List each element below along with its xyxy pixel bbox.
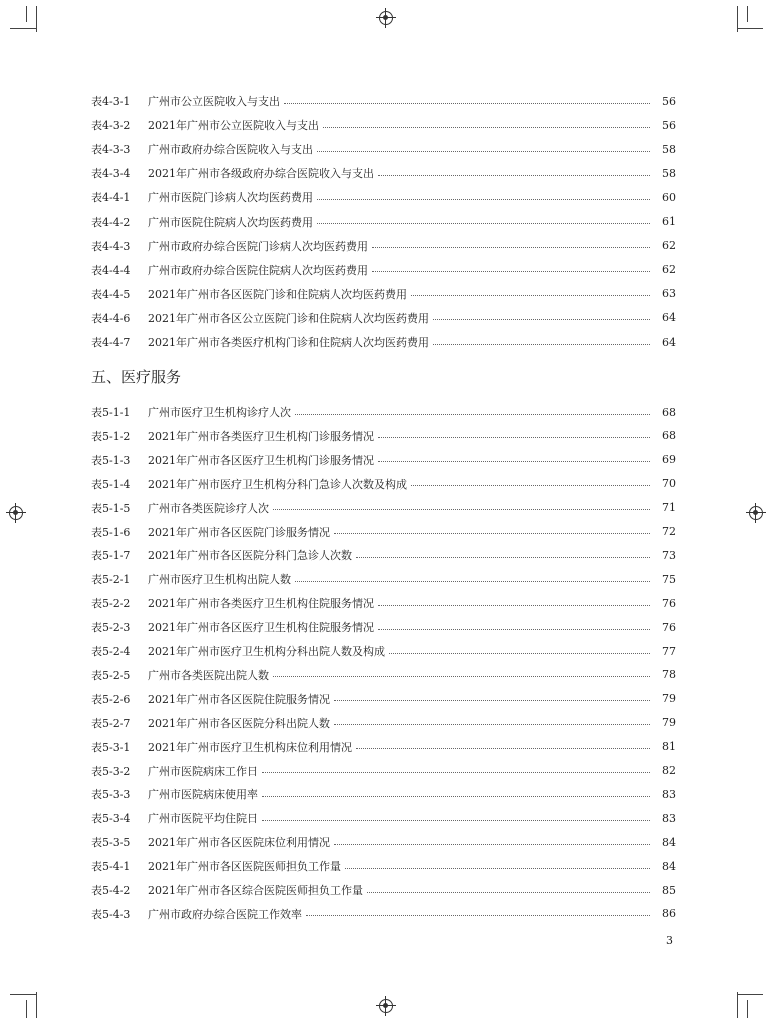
toc-entry-code: 表4-4-5 xyxy=(91,287,131,301)
toc-entry-page: 72 xyxy=(662,525,676,538)
toc-leader-dots xyxy=(378,437,650,438)
toc-entry-code: 表4-4-3 xyxy=(91,239,131,253)
crop-mark-top-right-h xyxy=(737,28,763,29)
registration-mark-top xyxy=(379,11,393,25)
toc-entry-code: 表5-4-1 xyxy=(91,860,131,874)
toc-entry-code: 表4-3-1 xyxy=(91,95,131,108)
toc-leader-dots xyxy=(433,344,650,345)
toc-leader-dots xyxy=(411,485,650,486)
toc-entry[interactable] xyxy=(91,92,676,110)
toc-entry-page: 70 xyxy=(662,477,676,491)
toc-entry[interactable] xyxy=(91,261,676,279)
toc-entry[interactable] xyxy=(91,642,676,660)
crop-mark-bottom-left-v2 xyxy=(26,1000,27,1018)
toc-entry-title: 2021年广州市医疗卫生机构分科出院人数及构成 xyxy=(148,645,385,658)
toc-entry-title: 广州市公立医院收入与支出 xyxy=(148,95,280,108)
toc-entry-title: 2021年广州市医疗卫生机构分科门急诊人次数及构成 xyxy=(148,477,407,491)
toc-entry-page: 76 xyxy=(662,596,676,610)
toc-entry-page: 61 xyxy=(662,215,676,228)
toc-entry-code: 表4-4-7 xyxy=(91,336,131,349)
toc-entry[interactable] xyxy=(91,427,676,445)
toc-entry-title: 2021年广州市各区医院门诊服务情况 xyxy=(148,525,330,539)
toc-entry-page: 58 xyxy=(662,142,676,156)
toc-entry-page: 86 xyxy=(662,907,676,921)
toc-entry-page: 82 xyxy=(662,764,676,777)
toc-entry-code: 表4-4-6 xyxy=(91,311,131,325)
toc-entry-title: 2021年广州市公立医院收入与支出 xyxy=(148,119,319,133)
toc-entry-title: 广州市医疗卫生机构诊疗人次 xyxy=(148,406,291,419)
toc-entry-title: 2021年广州市各区医院分科出院人数 xyxy=(148,716,330,730)
toc-entry-code: 表4-4-4 xyxy=(91,263,131,277)
toc-entry[interactable] xyxy=(91,714,676,732)
toc-entry[interactable] xyxy=(91,690,676,708)
toc-leader-dots xyxy=(372,247,650,248)
toc-entry-code: 表5-2-1 xyxy=(91,573,131,587)
toc-leader-dots xyxy=(433,319,650,320)
crop-mark-bottom-left-h xyxy=(10,994,36,995)
toc-leader-dots xyxy=(273,509,650,510)
toc-entry[interactable] xyxy=(91,140,676,158)
toc-entry-title: 广州市医疗卫生机构出院人数 xyxy=(148,573,291,587)
toc-entry-code: 表5-1-2 xyxy=(91,429,131,443)
toc-entry[interactable] xyxy=(91,857,676,875)
toc-leader-dots xyxy=(389,653,650,654)
toc-entry-title: 广州市医院住院病人次均医药费用 xyxy=(148,215,313,229)
toc-entry-code: 表5-1-4 xyxy=(91,477,131,491)
registration-mark-left xyxy=(9,506,23,520)
toc-leader-dots xyxy=(378,629,650,630)
toc-leader-dots xyxy=(306,915,650,916)
toc-entry-page: 62 xyxy=(662,239,676,253)
toc-entry-page: 78 xyxy=(662,668,676,682)
toc-leader-dots xyxy=(262,820,650,821)
toc-entry[interactable] xyxy=(91,451,676,469)
toc-entry-page: 69 xyxy=(662,453,676,467)
toc-entry-code: 表5-3-4 xyxy=(91,812,131,826)
toc-leader-dots xyxy=(334,533,650,534)
crop-mark-top-left-h xyxy=(10,28,36,29)
toc-entry[interactable] xyxy=(91,309,676,327)
crop-mark-bottom-right-h xyxy=(737,994,763,995)
toc-leader-dots xyxy=(345,868,650,869)
toc-entry-code: 表5-4-3 xyxy=(91,907,131,921)
toc-entry[interactable] xyxy=(91,546,676,564)
toc-leader-dots xyxy=(334,844,650,845)
toc-entry[interactable] xyxy=(91,762,676,780)
section-heading: 五、医疗服务 xyxy=(91,368,182,386)
toc-entry-code: 表4-3-4 xyxy=(91,167,131,181)
toc-entry-code: 表5-4-2 xyxy=(91,884,131,897)
toc-entry-code: 表5-2-7 xyxy=(91,716,131,730)
crop-mark-top-left-v2 xyxy=(26,6,27,22)
toc-entry-title: 广州市医院平均住院日 xyxy=(148,812,258,826)
toc-entry[interactable] xyxy=(91,188,676,206)
toc-entry[interactable] xyxy=(91,570,676,588)
toc-entry[interactable] xyxy=(91,738,676,756)
crop-mark-top-left-v xyxy=(36,6,37,32)
toc-entry[interactable] xyxy=(91,116,676,134)
registration-mark-right xyxy=(749,506,763,520)
toc-entry-page: 64 xyxy=(662,335,676,349)
toc-entry-title: 2021年广州市各级政府办综合医院收入与支出 xyxy=(148,167,374,181)
toc-entry-title: 2021年广州市各区综合医院医师担负工作量 xyxy=(148,884,363,897)
toc-entry-page: 73 xyxy=(662,548,676,562)
toc-entry-title: 2021年广州市各区医院床位利用情况 xyxy=(148,836,330,850)
toc-entry-title: 2021年广州市各区医院医师担负工作量 xyxy=(148,860,341,874)
toc-leader-dots xyxy=(323,127,650,128)
toc-entry-title: 2021年广州市各类医疗卫生机构住院服务情况 xyxy=(148,597,374,611)
toc-entry-page: 76 xyxy=(662,620,676,634)
toc-entry-title: 广州市政府办综合医院门诊病人次均医药费用 xyxy=(148,239,368,253)
toc-leader-dots xyxy=(411,295,650,296)
toc-leader-dots xyxy=(317,199,650,200)
toc-entry[interactable] xyxy=(91,237,676,255)
toc-entry-code: 表4-4-2 xyxy=(91,215,131,229)
toc-leader-dots xyxy=(273,676,650,677)
toc-entry[interactable] xyxy=(91,618,676,636)
toc-entry-code: 表5-3-1 xyxy=(91,740,131,754)
toc-entry-code: 表5-1-6 xyxy=(91,525,131,539)
toc-entry-code: 表4-4-1 xyxy=(91,191,131,205)
toc-entry-title: 广州市医院门诊病人次均医药费用 xyxy=(148,191,313,205)
toc-leader-dots xyxy=(334,724,650,725)
toc-entry-code: 表5-1-5 xyxy=(91,501,131,515)
registration-mark-bottom xyxy=(379,999,393,1013)
toc-entry-page: 83 xyxy=(662,787,676,801)
toc-entry-page: 84 xyxy=(662,859,676,873)
crop-mark-bottom-right-v xyxy=(737,992,738,1018)
toc-entry-page: 56 xyxy=(662,94,676,108)
toc-entry-page: 79 xyxy=(662,716,676,730)
toc-entry[interactable] xyxy=(91,666,676,684)
toc-entry-title: 2021年广州市各区医疗卫生机构住院服务情况 xyxy=(148,621,374,635)
toc-entry-code: 表5-1-1 xyxy=(91,406,131,419)
toc-entry-code: 表5-3-5 xyxy=(91,836,131,850)
toc-entry-page: 68 xyxy=(662,429,676,443)
toc-entry-page: 60 xyxy=(662,190,676,204)
toc-entry-code: 表5-2-3 xyxy=(91,621,131,635)
toc-entry-page: 79 xyxy=(662,692,676,706)
toc-entry[interactable] xyxy=(91,333,676,351)
toc-entry-page: 84 xyxy=(662,835,676,849)
toc-entry-page: 85 xyxy=(662,883,676,897)
toc-entry-title: 2021年广州市各区公立医院门诊和住院病人次均医药费用 xyxy=(148,311,429,325)
toc-entry-page: 71 xyxy=(662,501,676,515)
toc-entry-code: 表5-2-6 xyxy=(91,692,131,706)
crop-mark-bottom-right-v2 xyxy=(747,1000,748,1018)
toc-leader-dots xyxy=(317,223,650,224)
toc-leader-dots xyxy=(378,175,650,176)
toc-entry-title: 2021年广州市各区医院分科门急诊人次数 xyxy=(148,549,352,563)
crop-mark-top-right-v2 xyxy=(747,6,748,22)
toc-entry-page: 68 xyxy=(662,405,676,419)
toc-entry-code: 表5-1-7 xyxy=(91,549,131,563)
toc-entry-page: 83 xyxy=(662,811,676,825)
toc-entry-title: 广州市各类医院诊疗人次 xyxy=(148,501,269,515)
toc-entry-title: 广州市医院病床使用率 xyxy=(148,788,258,802)
toc-entry-title: 2021年广州市各区医院住院服务情况 xyxy=(148,692,330,706)
toc-entry-code: 表5-2-5 xyxy=(91,668,131,682)
toc-entry[interactable] xyxy=(91,905,676,923)
page-number: 3 xyxy=(666,934,673,947)
toc-entry-page: 77 xyxy=(662,644,676,658)
toc-entry-code: 表5-3-3 xyxy=(91,788,131,802)
toc-leader-dots xyxy=(284,103,650,104)
toc-entry-page: 58 xyxy=(662,166,676,180)
toc-entry[interactable] xyxy=(91,164,676,182)
toc-entry-code: 表4-3-3 xyxy=(91,143,131,157)
toc-entry-title: 2021年广州市各区医疗卫生机构门诊服务情况 xyxy=(148,453,374,467)
toc-leader-dots xyxy=(334,700,650,701)
toc-leader-dots xyxy=(262,772,650,773)
toc-entry[interactable] xyxy=(91,833,676,851)
toc-leader-dots xyxy=(295,414,650,415)
toc-entry[interactable] xyxy=(91,213,676,231)
toc-entry-code: 表4-3-2 xyxy=(91,119,131,133)
toc-entry-title: 广州市各类医院出院人数 xyxy=(148,668,269,682)
toc-entry[interactable] xyxy=(91,475,676,493)
toc-entry[interactable] xyxy=(91,285,676,303)
toc-entry[interactable] xyxy=(91,594,676,612)
toc-entry-title: 2021年广州市各类医疗机构门诊和住院病人次均医药费用 xyxy=(148,336,429,349)
toc-leader-dots xyxy=(356,748,650,749)
toc-entry-title: 广州市政府办综合医院工作效率 xyxy=(148,907,302,921)
toc-entry-code: 表5-1-3 xyxy=(91,453,131,467)
toc-entry[interactable] xyxy=(91,785,676,803)
toc-entry[interactable] xyxy=(91,523,676,541)
toc-entry-page: 63 xyxy=(662,287,676,301)
toc-entry-title: 广州市医院病床工作日 xyxy=(148,764,258,778)
toc-leader-dots xyxy=(262,796,650,797)
toc-entry-title: 2021年广州市各区医院门诊和住院病人次均医药费用 xyxy=(148,287,407,301)
toc-leader-dots xyxy=(367,892,650,893)
toc-entry-page: 75 xyxy=(662,572,676,586)
toc-entry-code: 表5-2-4 xyxy=(91,645,131,658)
toc-entry-code: 表5-2-2 xyxy=(91,597,131,611)
toc-entry-title: 2021年广州市各类医疗卫生机构门诊服务情况 xyxy=(148,429,374,443)
toc-entry-page: 81 xyxy=(662,740,676,754)
toc-entry-code: 表5-3-2 xyxy=(91,764,131,778)
toc-entry-title: 2021年广州市医疗卫生机构床位利用情况 xyxy=(148,740,352,754)
toc-leader-dots xyxy=(378,461,650,462)
toc-leader-dots xyxy=(372,271,650,272)
toc-leader-dots xyxy=(295,581,650,582)
toc-entry-page: 64 xyxy=(662,311,676,325)
crop-mark-top-right-v xyxy=(737,6,738,32)
toc-entry-page: 56 xyxy=(662,118,676,132)
toc-entry-page: 62 xyxy=(662,263,676,277)
crop-mark-bottom-left-v xyxy=(36,992,37,1018)
toc-entry[interactable] xyxy=(91,881,676,899)
toc-leader-dots xyxy=(378,605,650,606)
toc-entry[interactable] xyxy=(91,403,676,421)
toc-entry[interactable] xyxy=(91,499,676,517)
toc-entry[interactable] xyxy=(91,809,676,827)
toc-entry-title: 广州市政府办综合医院收入与支出 xyxy=(148,143,313,157)
toc-leader-dots xyxy=(317,151,650,152)
toc-entry-title: 广州市政府办综合医院住院病人次均医药费用 xyxy=(148,263,368,277)
toc-leader-dots xyxy=(356,557,650,558)
